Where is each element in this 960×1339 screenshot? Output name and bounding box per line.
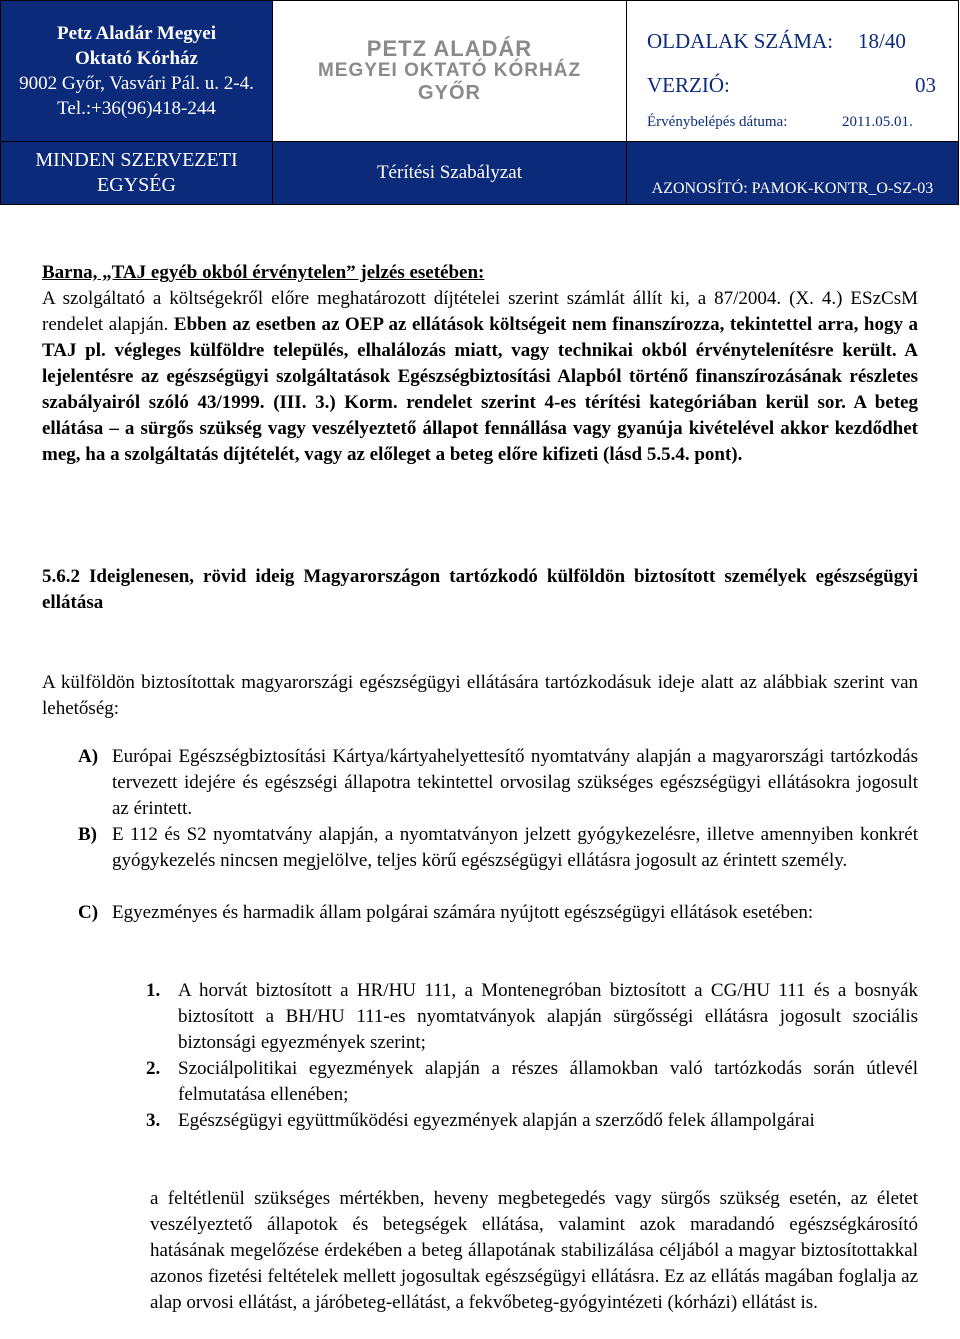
document-meta (627, 1, 959, 142)
section-5-6-2-heading: 5.6.2 Ideiglenesen, rövid ideig Magyarországon tartózkodó külföldön biztosított személyek egészségügyi ellátása (42, 566, 918, 613)
item-b-letter: B) (78, 824, 97, 845)
document-identifier: AZONOSÍTÓ: PAMOK-KONTR_O-SZ-03 (627, 142, 959, 205)
numbered-item-3-number: 3. (146, 1110, 161, 1131)
effective-date-value: 2011.05.01. (842, 114, 913, 130)
item-c-letter: C) (78, 902, 99, 923)
paragraph-taj-invalid (42, 286, 918, 468)
final-paragraph: a feltétlenül szükséges mértékben, heveny megbetegedés vagy sürgős szükség esetén, az életet veszélyeztető állapotok és betegségek ellátása, valamint azok maradandó egészségkárosító hatásának megelőzése érdekében a beteg állapotának stabilizálása céljából a magyar biztosítottakkal azonos fizetési feltételek mellett jogosultak egészségügyi ellátásra. Ez az ellátás magában foglalja az alap orvosi ellátást, a járóbeteg-ellátást, a fekvőbeteg-gyógyintézeti (kórházi) ellátást is. (150, 1188, 918, 1313)
version-label: VERZIÓ: (647, 73, 730, 97)
unit-line-2: EGYSÉG (97, 174, 176, 196)
org-address: 9002 Győr, Vasvári Pál. u. 2-4. (19, 73, 254, 94)
pages-label: OLDALAK SZÁMA: (647, 29, 834, 53)
organization-info (1, 1, 273, 142)
numbered-item-1-text: A horvát biztosított a HR/HU 111, a Montenegróban biztosított a CG/HU 111 és a bosnyák biztosított a BH/HU 111-es nyomtatványok alapján sürgősségi ellátásra jogosult szociális biztonsági egyezmények szerint; (178, 980, 918, 1053)
pages-value: 18/40 (858, 29, 906, 53)
document-title: Térítési Szabályzat (273, 142, 627, 205)
numbered-item-1-number: 1. (146, 980, 161, 1001)
item-c-text: Egyezményes és harmadik állam polgárai számára nyújtott egészségügyi ellátások esetében: (112, 902, 814, 923)
paragraph-part-bold: Ebben az esetben az OEP az ellátások költségeit nem finanszírozza, tekintettel arra, hogy a TAJ pl. végleges külföldre település, elhalálozás miatt, vagy technikai okból érvénytelenítésre került. A lejelentésre az egészségügyi szolgáltatások Egészségbiztosítási Alapból történő finanszírozásának részletes szabályairól szóló 43/1999. (III. 3.) Korm. rendelet szerint 4-es térítési kategóriában kerül sor. A beteg ellátása – a sürgős szükség vagy veszélyeztető állapot fennállása vagy gyanúja kivételével akkor kezdődhet meg, ha a szolgáltatás díjtételét, vagy az előleget a beteg előre kifizeti (lásd 5.5.4. pont). (42, 314, 919, 465)
hospital-logo (273, 1, 627, 142)
numbered-item-2-text: Szociálpolitikai egyezmények alapján a részes államokban való tartózkodás során útlevél felmutatása ellenében; (178, 1058, 918, 1105)
effective-date-label: Érvénybelépés dátuma: (647, 114, 788, 130)
org-phone: Tel.:+36(96)418-244 (57, 98, 216, 119)
document-header (0, 0, 959, 205)
item-a-text: Európai Egészségbiztosítási Kártya/kártyahelyettesítő nyomtatvány alapján a magyarországi tartózkodás tervezett idejére és egészségi állapotra tekintettel orvosilag szükséges egészségügyi ellátásokra jogosult az érintett. (112, 746, 918, 819)
org-name: Petz Aladár Megyei (57, 23, 216, 44)
item-a-letter: A) (78, 746, 99, 767)
org-subname: Oktató Kórház (75, 48, 198, 69)
unit-line-1: MINDEN SZERVEZETI (35, 149, 238, 171)
numbered-item-3-text: Egészségügyi együttműködési egyezmények alapján a szerződő felek állampolgárai (178, 1110, 815, 1131)
section-heading: Barna, „TAJ egyéb okból érvénytelen” jelzés esetében: (42, 262, 485, 283)
intro-paragraph: A külföldön biztosítottak magyarországi egészségügyi ellátására tartózkodásuk ideje alatt az alábbiak szerint van lehetőség: (42, 672, 918, 719)
numbered-item-2-number: 2. (146, 1058, 161, 1079)
version-value: 03 (915, 73, 936, 97)
item-b-text: E 112 és S2 nyomtatvány alapján, a nyomtatványon jelzett gyógykezelésre, illetve amennyiben konkrét gyógykezelés nincsen megjelölve, teljes körű egészségügyi ellátásra jogosult az érintett személy. (112, 824, 918, 871)
logo-line-1: PETZ ALADÁR (366, 36, 533, 61)
organizational-unit (1, 142, 273, 205)
logo-line-3: GYŐR (418, 82, 481, 104)
logo-line-2: MEGYEI OKTATÓ KÓRHÁZ (317, 60, 582, 81)
paragraph-part-normal: A szolgáltató a költségekről előre meghatározott díjtételei szerint számlát állít ki, a 87/2004. (X. 4.) ESzCsM rendelet alapján. (42, 288, 918, 335)
